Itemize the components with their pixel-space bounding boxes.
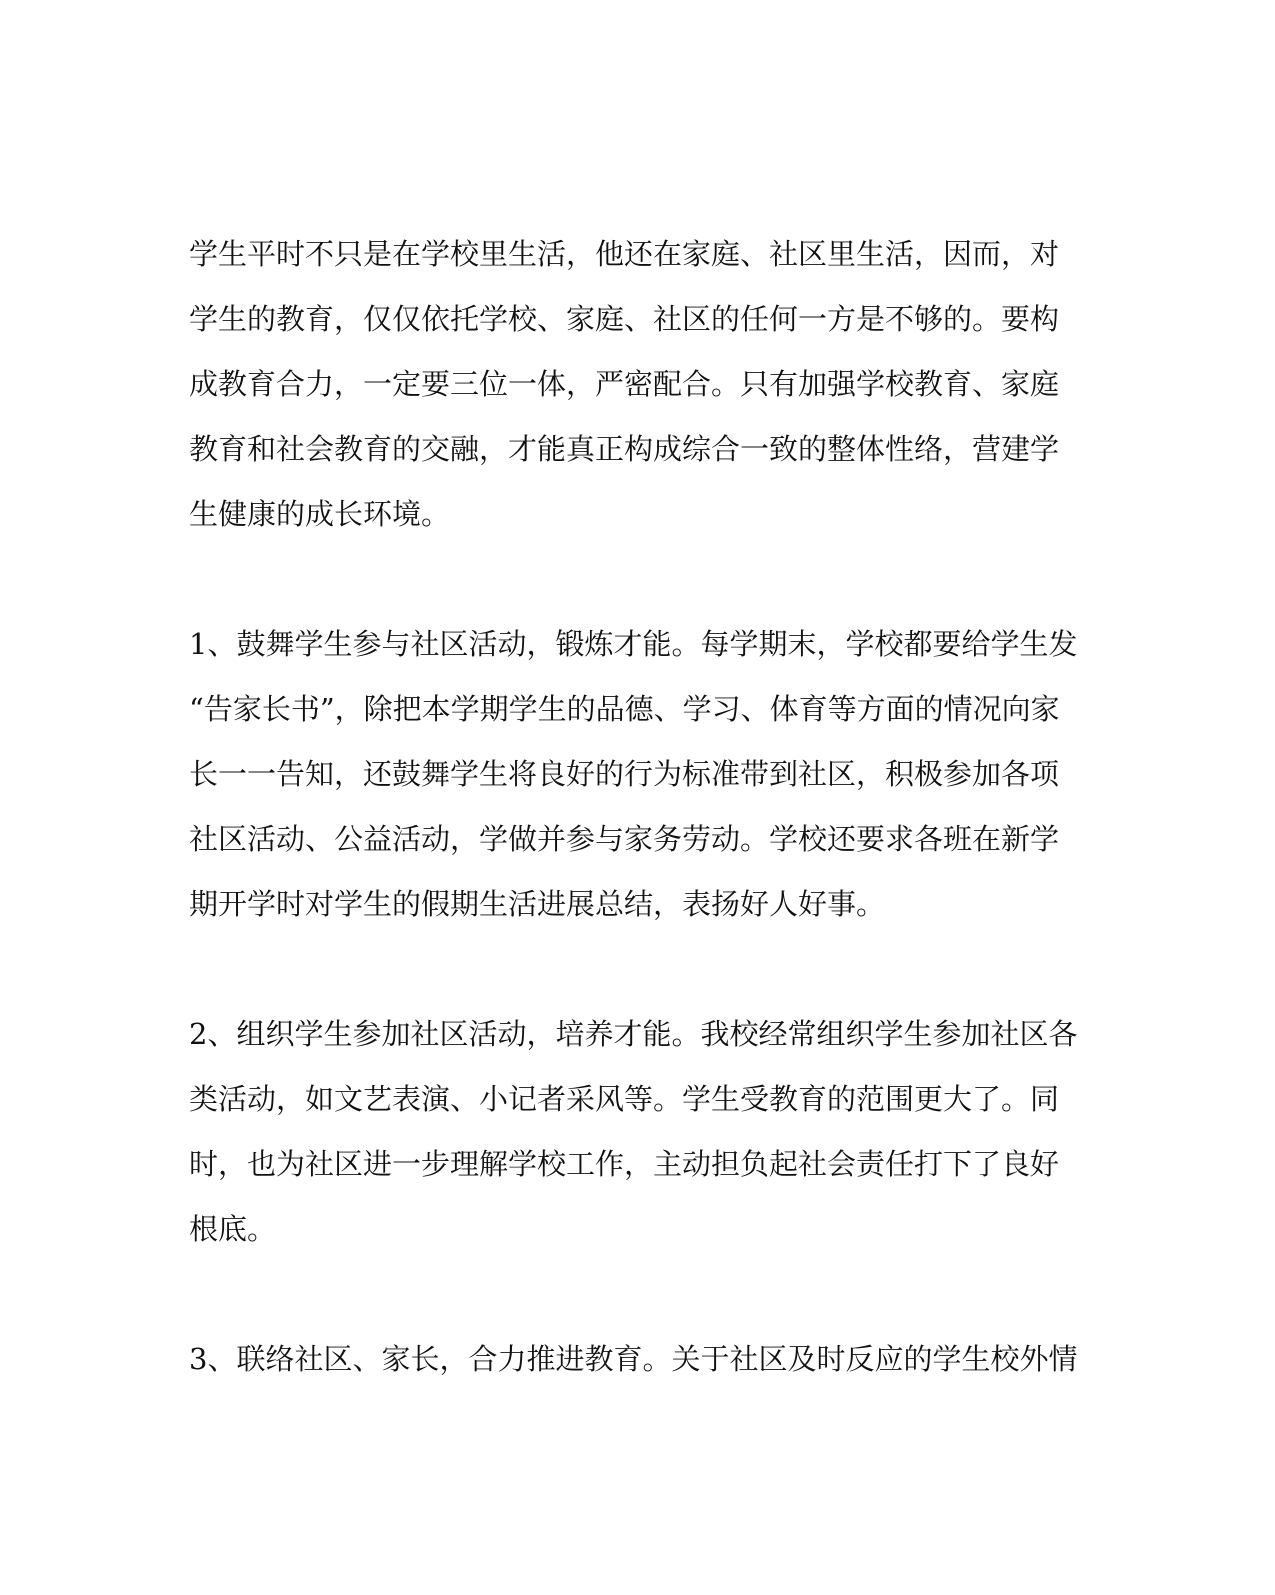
- text-line: 社区活动、公益活动，学做并参与家务劳动。学校还要求各班在新学: [189, 822, 1060, 856]
- paragraph-intro: [189, 222, 1069, 547]
- paragraph-item-1: [189, 612, 1078, 937]
- text-line: 学生平时不只是在学校里生活，他还在家庭、社区里生活，因而，对: [189, 237, 1060, 271]
- text-line: 时，也为社区进一步理解学校工作，主动担负起社会责任打下了良好: [189, 1147, 1060, 1181]
- text-line: 2、组织学生参加社区活动，培养才能。我校经常组织学生参加社区各: [189, 1017, 1078, 1051]
- text-line: 长一一告知，还鼓舞学生将良好的行为标准带到社区，积极参加各项: [189, 757, 1060, 791]
- text-line: 1、鼓舞学生参与社区活动，锻炼才能。每学期末，学校都要给学生发: [189, 627, 1078, 661]
- text-line: 期开学时对学生的假期生活进展总结，表扬好人好事。: [189, 887, 886, 921]
- text-line: 3、联络社区、家长，合力推进教育。关于社区及时反应的学生校外情: [189, 1342, 1078, 1376]
- text-line: 类活动，如文艺表演、小记者采风等。学生受教育的范围更大了。同: [189, 1082, 1060, 1116]
- text-line: “告家长书”，除把本学期学生的品德、学习、体育等方面的情况向家: [189, 692, 1060, 726]
- text-line: 成教育合力，一定要三位一体，严密配合。只有加强学校教育、家庭: [189, 367, 1060, 401]
- paragraph-item-2: [189, 1002, 1078, 1262]
- text-line: 学生的教育，仅仅依托学校、家庭、社区的任何一方是不够的。要构: [189, 302, 1060, 336]
- paragraph-item-3: [189, 1327, 1078, 1392]
- text-line: 教育和社会教育的交融，才能真正构成综合一致的整体性络，营建学: [189, 432, 1060, 466]
- document-body: [189, 222, 1078, 1457]
- text-line: 生健康的成长环境。: [189, 497, 451, 531]
- text-line: 根底。: [189, 1212, 277, 1246]
